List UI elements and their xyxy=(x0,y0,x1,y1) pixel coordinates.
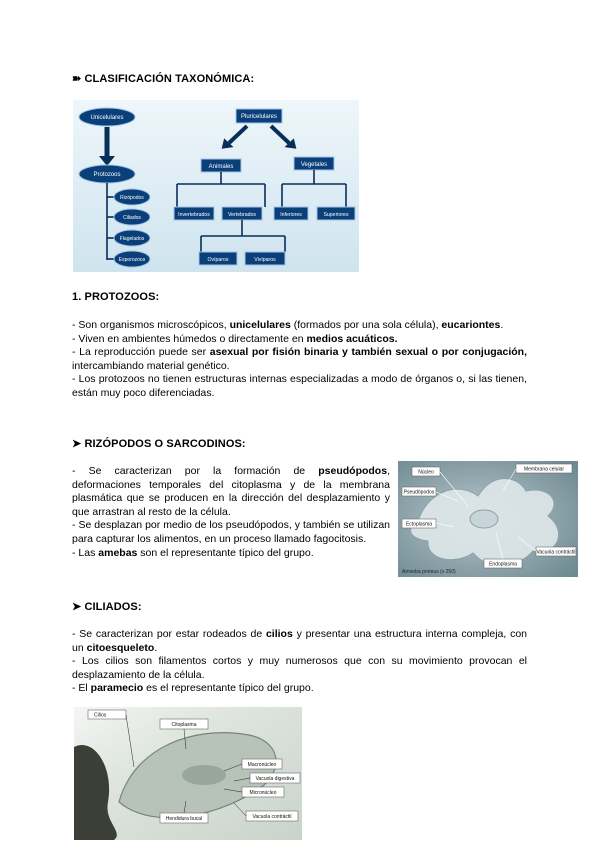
node-label: Ciliados xyxy=(123,215,141,221)
bullet-icon: ➽ xyxy=(72,73,82,85)
arrow-bullet-icon: ➤ xyxy=(72,601,82,613)
callout-text: Núcleo xyxy=(418,469,434,476)
callout-text: Ectoplasma xyxy=(405,521,433,528)
macronucleus-shape xyxy=(182,765,226,785)
paragraph: - Se caracterizan por estar rodeados de cilios y presentar una estructura interna compleja, con un citoesqueleto. xyxy=(72,628,527,654)
node-label: Vivíparos xyxy=(254,257,276,263)
section-heading-protozoos: 1. PROTOZOOS: xyxy=(72,291,160,303)
section-title: CLASIFICACIÓN TAXONÓMICA: xyxy=(84,73,255,85)
paragraph: - Las amebas son el representante típico del grupo. xyxy=(72,546,314,559)
amoeba-nucleus xyxy=(470,510,498,528)
image-caption: Amoeba proteus (x 250) xyxy=(402,569,456,575)
paragraph: - Los cilios son filamentos cortos y muy numerosos que con su movimiento provocan el desplazamiento de la célula. xyxy=(72,655,527,681)
node-label: Ovíparos xyxy=(207,257,229,263)
callout-text: Cilios xyxy=(94,712,107,719)
callout-text: Membrana celular xyxy=(523,466,565,473)
paragraph: - La reproducción puede ser asexual por fisión binaria y también sexual o por conjugación, intercambiando material genético. xyxy=(72,346,527,372)
taxonomy-diagram xyxy=(73,100,359,272)
node-label: Superiores xyxy=(323,212,349,218)
paragraph: - Se desplazan por medio de los pseudópodos, y también se utilizan para capturar los alimentos, en un proceso llamado fagocitosis. xyxy=(72,519,390,545)
callout-text: Hendidura bucal xyxy=(165,816,203,822)
section-title: RIZÓPODOS O SARCODINOS: xyxy=(84,438,246,450)
node-label: Unicelulares xyxy=(90,115,124,121)
node-label: Vegetales xyxy=(300,162,328,168)
callout-text: Pseudópodos xyxy=(403,489,435,496)
callout-text: Macronúcleo xyxy=(247,762,277,768)
callout-text: Vacuola digestiva xyxy=(255,776,295,782)
paragraph: - Los protozoos no tienen estructuras internas especializadas a modo de órganos o, si las tienen, están muy poco diferenciadas. xyxy=(72,373,527,399)
paragraph: - El paramecio es el representante típico del grupo. xyxy=(72,682,314,695)
node-label: Rizópodos xyxy=(120,195,144,201)
section-title: CILIADOS: xyxy=(84,601,142,613)
section-heading-rizopodos xyxy=(72,437,246,450)
ciliados-text xyxy=(72,628,527,696)
callout-text: Vacuola contráctil xyxy=(252,814,292,820)
callout-text: Micronúcleo xyxy=(249,790,277,796)
node-label: Vertebrados xyxy=(228,212,256,218)
node-label: Protozoos xyxy=(93,172,121,178)
rizopodos-text xyxy=(72,465,390,560)
callout-text: Vacuola contráctil xyxy=(536,549,576,556)
paragraph: - Son organismos microscópicos, unicelulares (formados por una sola célula), eucariontes. xyxy=(72,319,504,331)
protozoos-text xyxy=(72,319,527,401)
node-label: Animales xyxy=(208,164,234,170)
arrow-bullet-icon: ➤ xyxy=(72,438,82,450)
node-label: Inferiores xyxy=(280,212,302,218)
node-label: Esporozoos xyxy=(118,257,146,263)
paramecium-image xyxy=(74,707,302,840)
section-heading-ciliados xyxy=(72,600,142,613)
node-label: Invertebrados xyxy=(178,212,210,218)
callout-text: Endoplasma xyxy=(489,561,517,568)
section-heading-classification xyxy=(72,72,254,85)
callout-text: Citoplasma xyxy=(171,722,197,728)
node-label: Pluricelulares xyxy=(240,114,278,120)
amoeba-image xyxy=(398,461,578,577)
paragraph: - Viven en ambientes húmedos o directamente en medios acuáticos. xyxy=(72,332,398,345)
node-label: Flagelados xyxy=(119,236,145,242)
paragraph: - Se caracterizan por la formación de pseudópodos, deformaciones temporales del citoplasma y de la membrana plasmática que se producen en la dirección del desplazamiento y que arrastran al resto de la célula. xyxy=(72,465,390,518)
